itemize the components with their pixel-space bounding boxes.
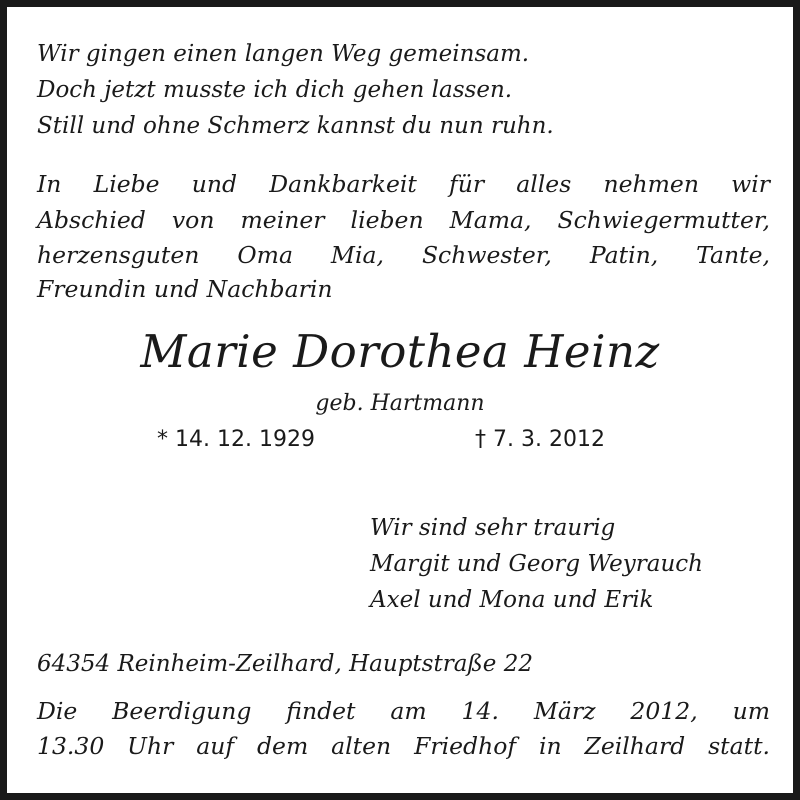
funeral-line-1: Die Beerdigung findet am 14. März 2012, um bbox=[37, 697, 770, 725]
death-date: † 7. 3. 2012 bbox=[475, 427, 605, 452]
poem-line-1: Wir gingen einen langen Weg gemeinsam. bbox=[37, 41, 530, 67]
funeral-line-2: 13.30 Uhr auf dem alten Friedhof in Zeilhard statt. bbox=[37, 732, 770, 760]
poem-line-3: Still und ohne Schmerz kannst du nun ruhn. bbox=[37, 113, 554, 139]
mourners-line-2: Margit und Georg Weyrauch bbox=[370, 551, 703, 577]
birth-name: geb. Hartmann bbox=[315, 391, 485, 416]
intro-line-2: Abschied von meiner lieben Mama, Schwiegermutter, bbox=[37, 206, 770, 234]
intro-line-1: In Liebe und Dankbarkeit für alles nehmen wir bbox=[37, 170, 770, 198]
address: 64354 Reinheim-Zeilhard, Hauptstraße 22 bbox=[37, 651, 533, 677]
mourners-line-3: Axel und Mona und Erik bbox=[370, 587, 654, 613]
mourners-line-1: Wir sind sehr traurig bbox=[370, 515, 616, 541]
poem-line-2: Doch jetzt musste ich dich gehen lassen. bbox=[37, 77, 513, 103]
intro-line-4: Freundin und Nachbarin bbox=[37, 275, 333, 303]
birth-date: * 14. 12. 1929 bbox=[157, 427, 315, 452]
intro-line-3: herzensguten Oma Mia, Schwester, Patin, Tante, bbox=[37, 241, 770, 269]
deceased-name: Marie Dorothea Heinz bbox=[140, 325, 660, 378]
